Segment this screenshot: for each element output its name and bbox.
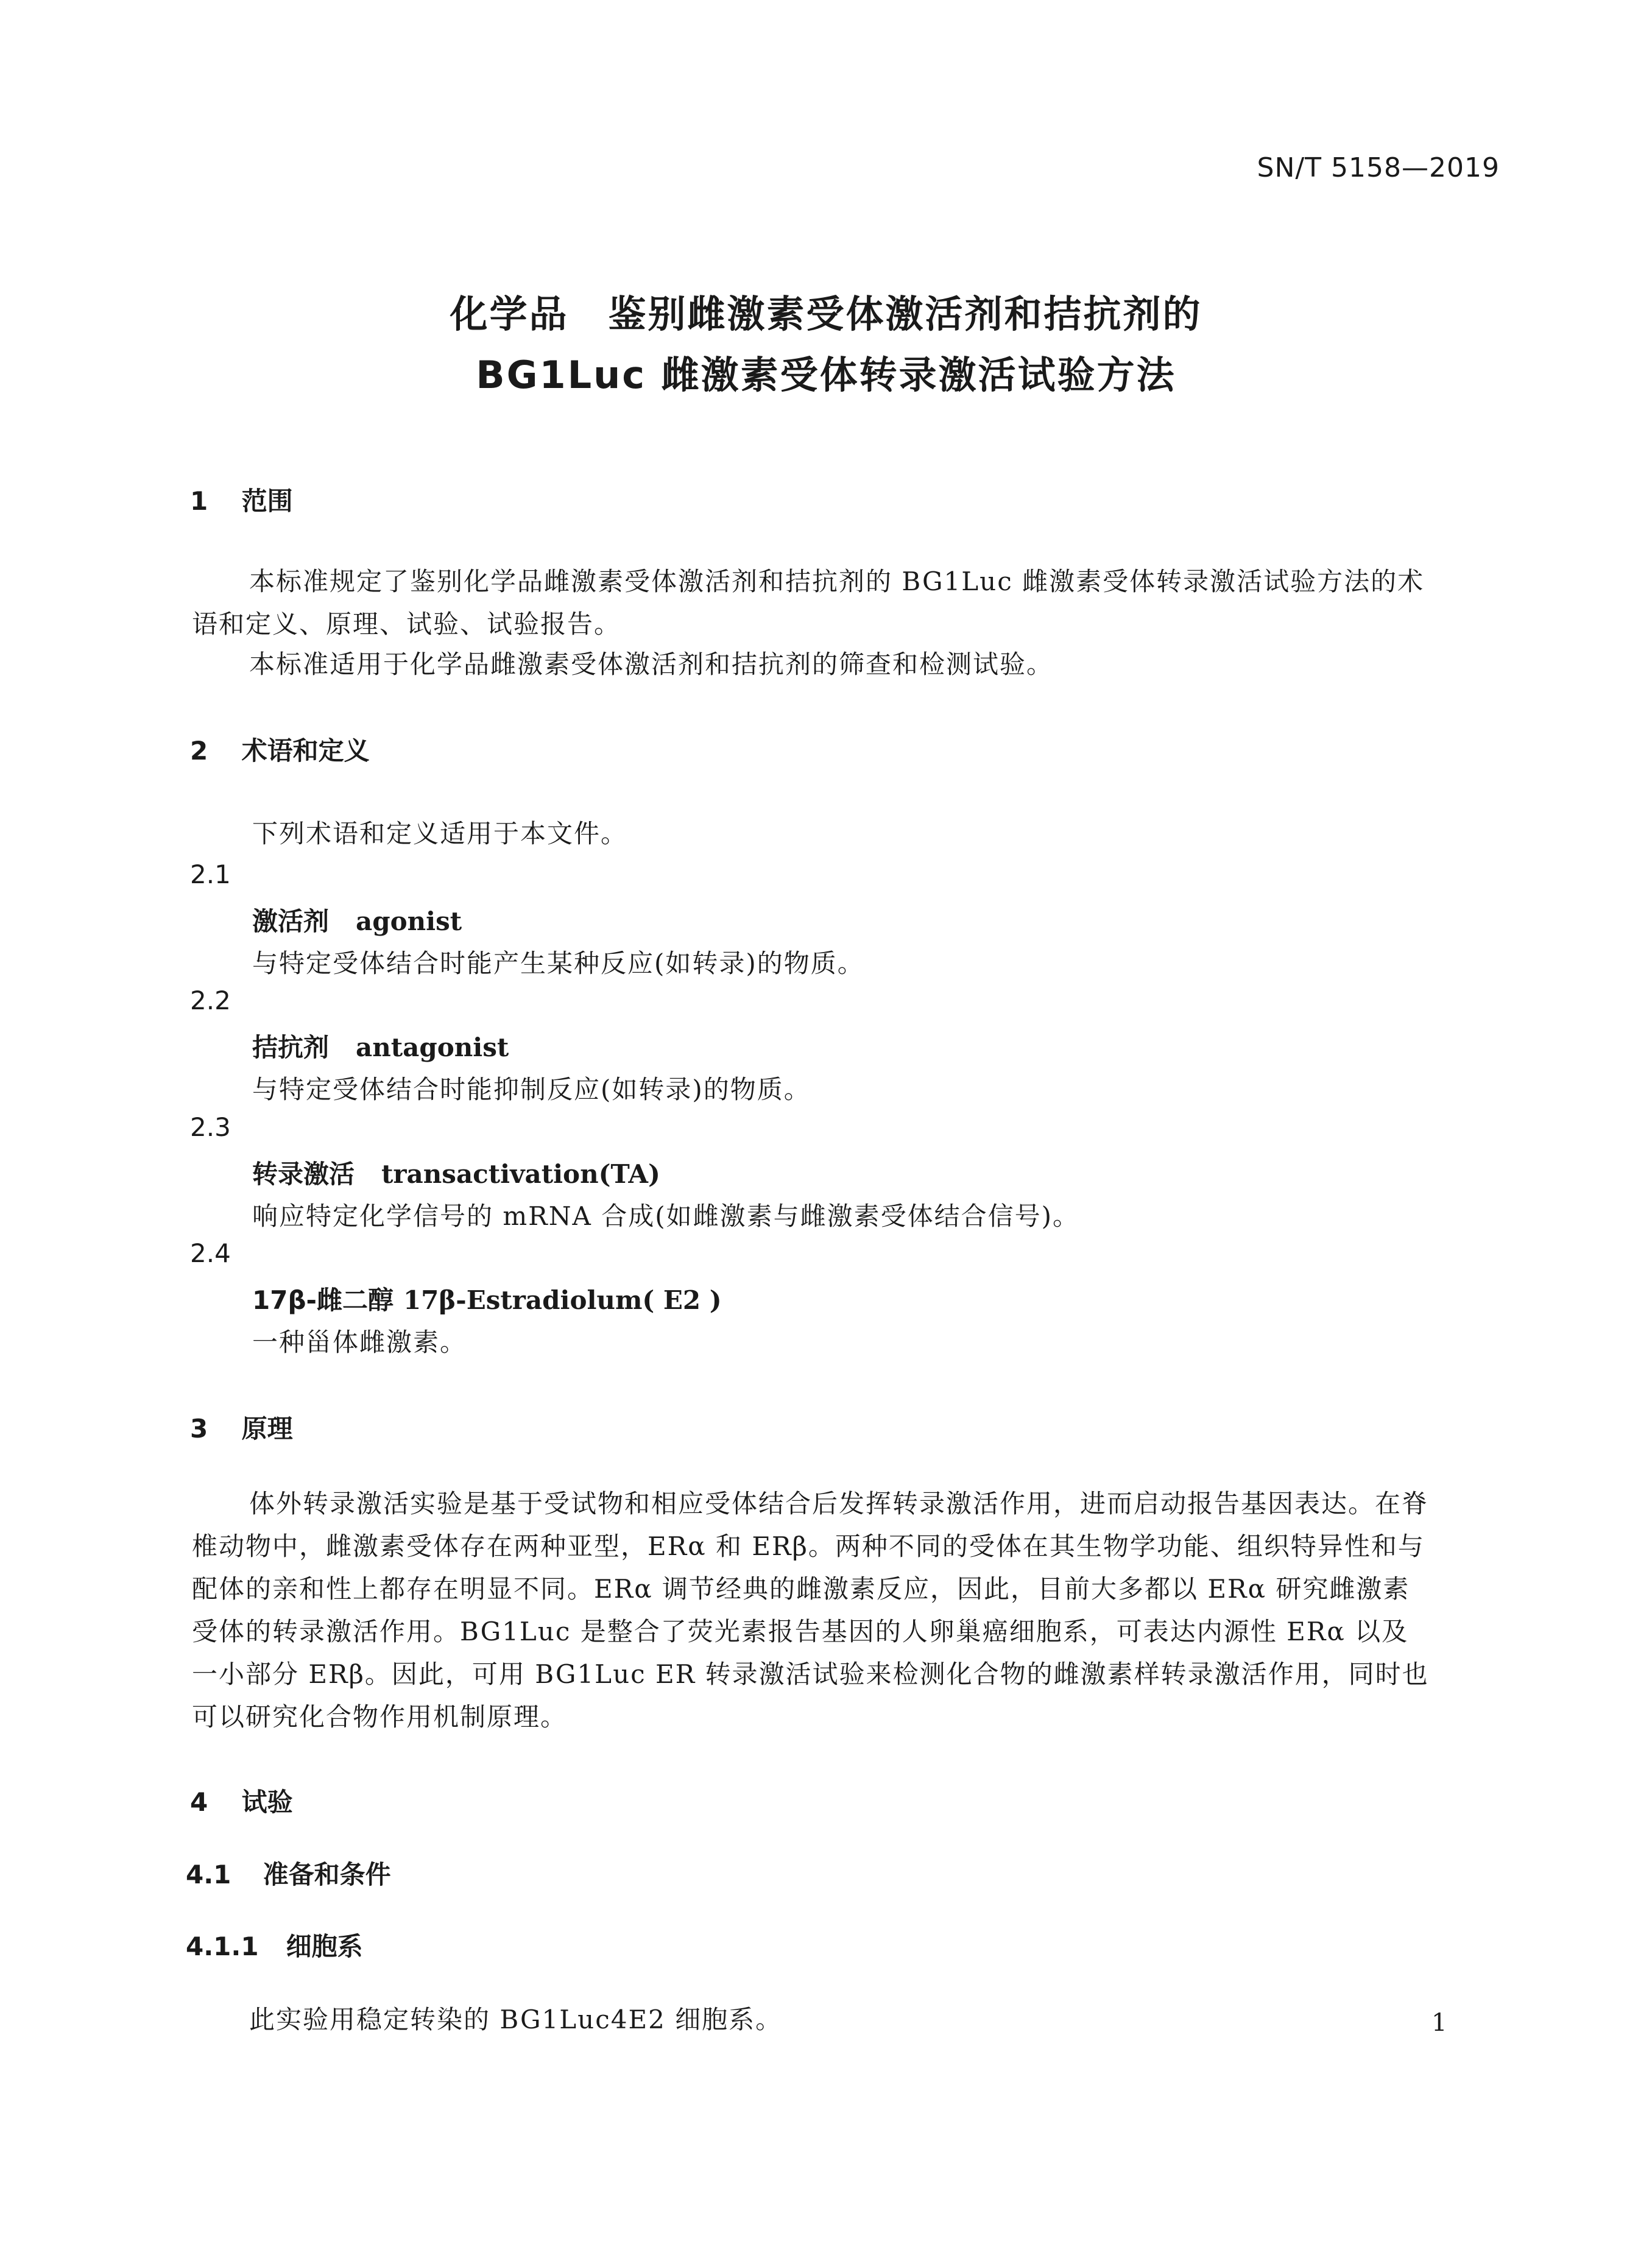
term-heading xyxy=(252,1028,509,1064)
term-en: antagonist xyxy=(356,1032,509,1062)
section-4-heading xyxy=(190,1782,293,1819)
section-number: 3 xyxy=(190,1414,208,1444)
section-number: 2 xyxy=(190,736,208,766)
section-number: 4 xyxy=(190,1787,208,1817)
subsection-number: 4.1.1 xyxy=(186,1931,259,1961)
page-number: 1 xyxy=(1431,2009,1447,2037)
term-en: 17β-Estradiolum( E2 ) xyxy=(403,1285,722,1315)
term-heading xyxy=(252,1154,660,1191)
document-title-line2: BG1Luc 雌激素受体转录激活试验方法 xyxy=(476,353,1176,397)
term-zh: 拮抗剂 xyxy=(252,1032,330,1062)
section-number: 1 xyxy=(190,486,208,516)
term-en: agonist xyxy=(356,906,462,936)
term-heading xyxy=(252,901,462,938)
term-definition: 响应特定化学信号的 mRNA 合成(如雌激素与雌激素受体结合信号)。 xyxy=(252,1201,1080,1231)
term-number: 2.1 xyxy=(190,859,231,889)
subsection-title: 细胞系 xyxy=(286,1931,363,1961)
section-2-heading xyxy=(190,731,370,767)
section-1-para-1: 本标准规定了鉴别化学品雌激素受体激活剂和拮抗剂的 BG1Luc 雌激素受体转录激活试验方法的术语和定义、原理、试验、试验报告。 xyxy=(192,566,1425,639)
section-1-para-2: 本标准适用于化学品雌激素受体激活剂和拮抗剂的筛查和检测试验。 xyxy=(249,649,1054,679)
term-definition: 与特定受体结合时能抑制反应(如转录)的物质。 xyxy=(252,1074,811,1104)
section-2-intro: 下列术语和定义适用于本文件。 xyxy=(252,819,628,848)
subsection-title: 准备和条件 xyxy=(263,1860,391,1889)
term-zh: 17β-雌二醇 xyxy=(252,1285,394,1315)
section-3-para: 体外转录激活实验是基于受试物和相应受体结合后发挥转录激活作用，进而启动报告基因表达。在脊椎动物中，雌激素受体存在两种亚型，ERα 和 ERβ。两种不同的受体在其生物学功能、组织特异性和与配体的亲和性上都存在明显不同。ERα 调节经典的雌激素反应，因此，目前大多都以 ERα 研究雌激素受体的转录激活作用。BG1Luc 是整合了荧光素报告基因的人卵巢癌细胞系，可表达内源性 ERα 以及一小部分 ERβ。因此，可用 BG1Luc ER 转录激活试验来检测化合物的雌激素样转录激活作用，同时也可以研究化合物作用机制原理。 xyxy=(192,1489,1429,1732)
subsection-number: 4.1 xyxy=(186,1860,231,1889)
term-number: 2.2 xyxy=(190,986,231,1015)
term-zh: 转录激活 xyxy=(252,1159,355,1189)
term-en: transactivation(TA) xyxy=(381,1159,660,1189)
subsection-4-1-1-heading xyxy=(186,1927,363,1963)
section-1-heading xyxy=(190,481,293,518)
subsection-4-1-1-para: 此实验用稳定转染的 BG1Luc4E2 细胞系。 xyxy=(249,2005,783,2034)
section-title: 试验 xyxy=(241,1787,293,1817)
term-heading xyxy=(252,1280,722,1317)
term-number: 2.4 xyxy=(190,1238,231,1268)
term-zh: 激活剂 xyxy=(252,906,330,936)
term-number: 2.3 xyxy=(190,1112,231,1142)
standard-code: SN/T 5158—2019 xyxy=(1257,152,1500,183)
section-title: 原理 xyxy=(241,1414,293,1444)
section-title: 术语和定义 xyxy=(241,736,370,766)
term-definition: 一种甾体雌激素。 xyxy=(252,1327,467,1357)
subsection-4-1-heading xyxy=(186,1855,391,1891)
section-title: 范围 xyxy=(241,486,293,516)
document-title-line1: 化学品 鉴别雌激素受体激活剂和拮抗剂的 xyxy=(450,292,1202,336)
section-3-heading xyxy=(190,1409,293,1445)
term-definition: 与特定受体结合时能产生某种反应(如转录)的物质。 xyxy=(252,948,864,978)
